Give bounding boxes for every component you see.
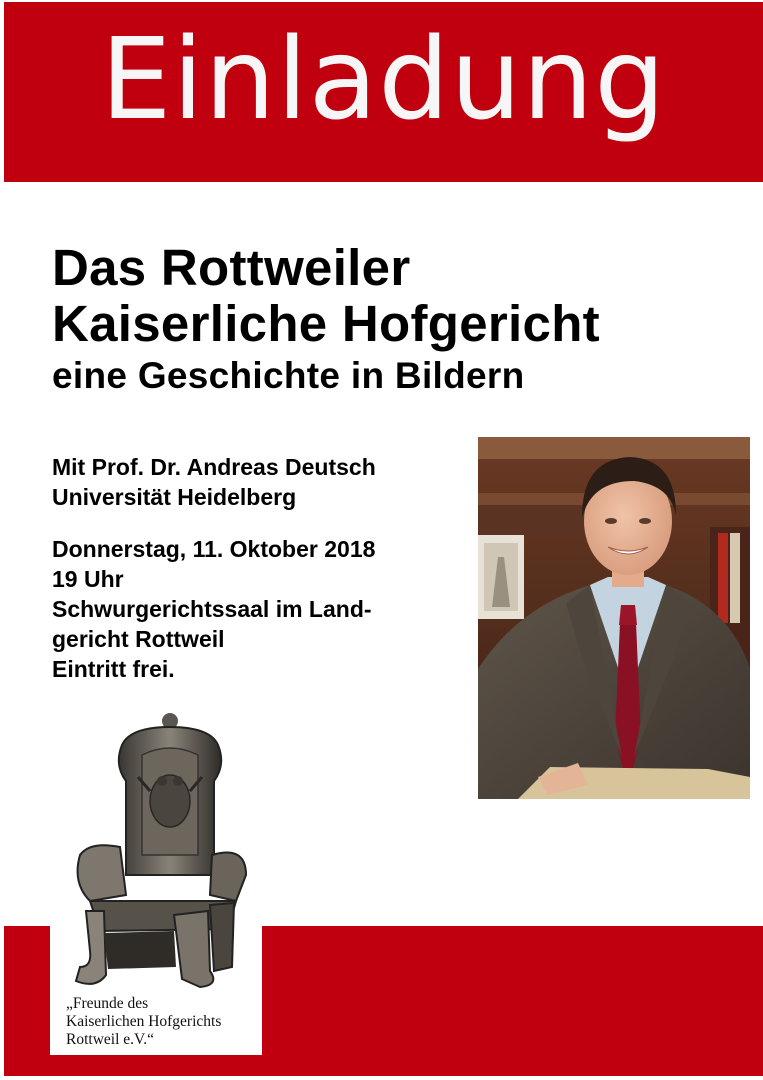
invitation-title: Einladung xyxy=(100,15,667,145)
event-info xyxy=(52,452,472,684)
logo-caption xyxy=(66,995,256,1049)
throne-chair-illustration xyxy=(50,705,262,995)
logo-caption-line-2: Kaiserlichen Hofgerichts xyxy=(66,1013,222,1030)
logo-caption-line-3: Rottweil e.V.“ xyxy=(66,1031,154,1048)
event-date: Donnerstag, 11. Oktober 2018 xyxy=(52,536,376,562)
header-banner xyxy=(4,2,763,182)
logo-caption-line-1: „Freunde des xyxy=(66,995,149,1012)
event-headline xyxy=(52,240,600,398)
headline-subtitle: eine Geschichte in Bildern xyxy=(52,355,525,396)
speaker-name: Mit Prof. Dr. Andreas Deutsch xyxy=(52,454,376,480)
headline-line-2: Kaiserliche Hofgericht xyxy=(52,295,600,352)
association-logo xyxy=(50,705,262,1055)
event-venue-line-2: gericht Rottweil xyxy=(52,626,225,652)
headline-line-1: Das Rottweiler xyxy=(52,239,411,296)
speaker-portrait-photo xyxy=(478,437,750,799)
event-admission: Eintritt frei. xyxy=(52,656,175,682)
speaker-affiliation: Universität Heidelberg xyxy=(52,484,297,510)
event-venue-line-1: Schwurgerichtssaal im Land- xyxy=(52,596,372,622)
event-time: 19 Uhr xyxy=(52,566,124,592)
